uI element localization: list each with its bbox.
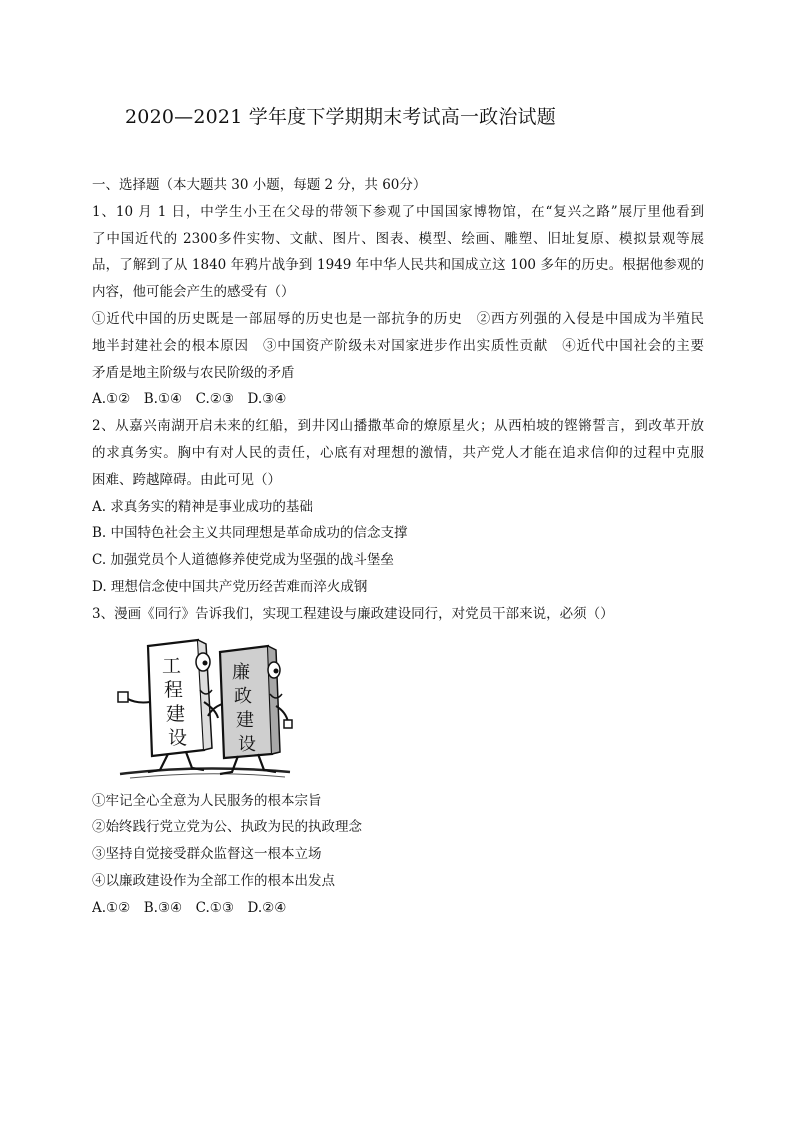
cartoon-image xyxy=(100,632,300,782)
question-1-stem-line: 品，了解到了从 1840 年鸦片战争到 1949 年中华人民共和国成立这 100 多年的历史。根据他参观的 xyxy=(92,257,704,274)
left-board-char: 设 xyxy=(168,726,188,749)
left-board-char: 程 xyxy=(164,678,184,701)
question-1-stem-line: 1、10 月 1 日，中学生小王在父母的带领下参观了中国国家博物馆，在“复兴之路”展厅里他看到 xyxy=(92,203,704,220)
right-board-char: 政 xyxy=(234,685,252,707)
left-board-char: 建 xyxy=(166,702,186,725)
question-2-stem-line: 的求真务实。胸中有对人民的责任，心底有对理想的激情，共产党人才能在追求信仰的过程中克服 xyxy=(92,444,704,461)
question-2-option-b: B. 中国特色社会主义共同理想是革命成功的信念支撑 xyxy=(92,525,408,542)
left-board-char: 工 xyxy=(162,654,182,677)
question-3-statement-4: ④以廉政建设作为全部工作的根本出发点 xyxy=(92,872,335,889)
question-2-option-d: D. 理想信念使中国共产党历经苦难而淬火成钢 xyxy=(92,578,368,595)
question-1-stem-line: 了中国近代的 2300多件实物、文献、图片、图表、模型、绘画、雕塑、旧址复原、模拟景观等展 xyxy=(92,230,704,247)
question-3-stem: 3、漫画《同行》告诉我们，实现工程建设与廉政建设同行，对党员干部来说，必须（） xyxy=(92,605,614,622)
exam-content xyxy=(92,172,704,922)
question-2-stem-line: 2、从嘉兴南湖开启未来的红船，到井冈山播撒革命的燎原星火；从西柏坡的铿锵誓言，到改革开放 xyxy=(92,418,704,435)
cartoon-illustration xyxy=(100,632,300,782)
question-3-statement-1: ①牢记全心全意为人民服务的根本宗旨 xyxy=(92,792,322,809)
question-2-option-a: A. 求真务实的精神是事业成功的基础 xyxy=(92,498,313,515)
right-board-char: 设 xyxy=(238,733,256,755)
question-1-answer-choices: A.①② B.①④ C.②③ D.③④ xyxy=(92,391,287,408)
question-2 xyxy=(92,413,704,601)
page-title: 2020—2021 学年度下学期期末考试高一政治试题 xyxy=(125,106,556,128)
question-3-answer-choices: A.①② B.③④ C.①③ D.②④ xyxy=(92,899,287,916)
right-board-char: 建 xyxy=(236,709,254,731)
section-header: 一、选择题（本大题共 30 小题，每题 2 分，共 60分） xyxy=(92,177,427,193)
question-2-stem-line: 困难、跨越障碍。由此可见（） xyxy=(92,471,281,488)
question-2-option-c: C. 加强党员个人道德修养使党成为坚强的战斗堡垒 xyxy=(92,552,394,569)
question-3 xyxy=(92,601,704,922)
question-1-stem-line: 内容，他可能会产生的感受有（） xyxy=(92,284,295,301)
question-3-statement-3: ③坚持自觉接受群众监督这一根本立场 xyxy=(92,846,322,863)
question-1-statement-line: 地半封建社会的根本原因 ③中国资产阶级未对国家进步作出实质性贡献 ④近代中国社会的主要 xyxy=(92,337,704,354)
question-1-statement-line: ①近代中国的历史既是一部屈辱的历史也是一部抗争的历史 ②西方列强的入侵是中国成为半殖民 xyxy=(92,310,704,327)
question-3-statement-2: ②始终践行党立党为公、执政为民的执政理念 xyxy=(92,819,362,836)
right-board-char: 廉 xyxy=(232,661,250,683)
question-1 xyxy=(92,199,704,413)
question-1-statement-line: 矛盾是地主阶级与农民阶级的矛盾 xyxy=(92,364,295,381)
